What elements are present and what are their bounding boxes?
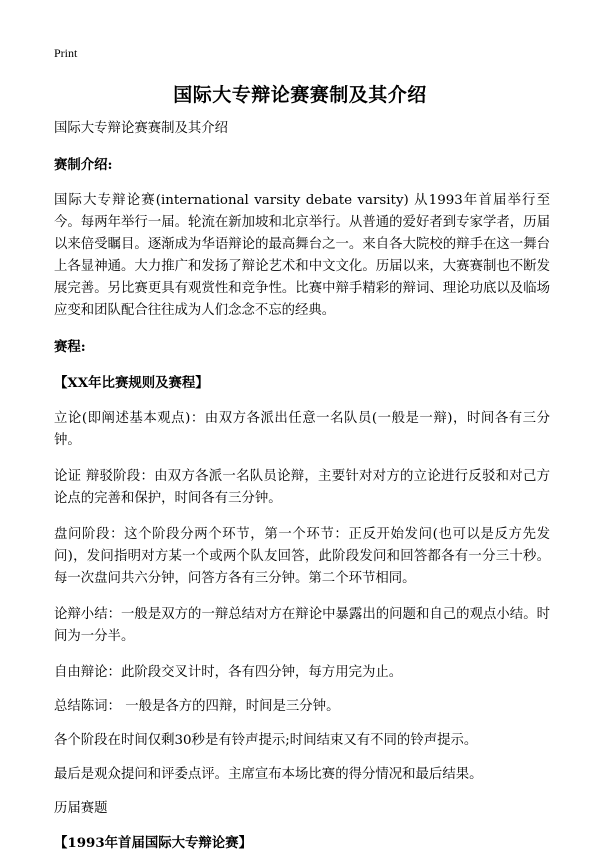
page-title: 国际大专辩论赛赛制及其介绍 <box>173 84 427 106</box>
rules-heading: 【XX年比赛规则及赛程】 <box>54 375 209 391</box>
section-heading-schedule: 赛程: <box>54 339 86 355</box>
rule-item-summary: 论辩小结：一般是双方的一辩总结对方在辩论中暴露出的问题和自己的观点小结。时间为一分半。 <box>54 607 550 644</box>
rule-item-free-debate: 自由辩论：此阶段交叉计时，各有四分钟，每方用完为止。 <box>54 665 403 680</box>
document-subtitle: 国际大专辩论赛赛制及其介绍 <box>54 121 229 136</box>
history-label: 历届赛题 <box>54 801 108 816</box>
rule-item-bell: 各个阶段在时间仅剩30秒是有铃声提示;时间结束又有不同的铃声提示。 <box>54 733 478 748</box>
rule-item-cross-examination: 盘问阶段：这个阶段分两个环节，第一个环节：正反开始发问(也可以是反方先发问)，发问指明对方某一个或两个队友回答，此阶段发问和回答都各有一分三十秒。每一次盘问共六分钟，问答方各有三分钟。第二个环节相同。 <box>54 527 550 586</box>
intro-paragraph: 国际大专辩论赛(international varsity debate varsity) 从1993年首届举行至今。每两年举行一届。轮流在新加坡和北京举行。从普通的爱好者到专家学者，历届以来倍受瞩目。逐渐成为华语辩论的最高舞台之一。来自各大院校的辩手在这一舞台上各显神通。大力推广和发扬了辩论艺术和中文文化。历届以来，大赛赛制也不断发展完善。另比赛更具有观赏性和竞争性。比赛中辩手精彩的辩词、理论功底以及临场应变和团队配合往往成为人们念念不忘的经典。 <box>54 193 550 318</box>
history-first-heading: 【1993年首届国际大专辩论赛】 <box>54 835 252 851</box>
rule-item-rebuttal: 论证 辩驳阶段：由双方各派一名队员论辩，主要针对对方的立论进行反驳和对己方论点的完善和保护，时间各有三分钟。 <box>54 469 550 506</box>
document-body <box>54 118 550 868</box>
rule-item-final: 最后是观众提问和评委点评。主席宣布本场比赛的得分情况和最后结果。 <box>54 767 483 782</box>
section-heading-intro: 赛制介绍: <box>54 157 113 173</box>
rule-item-opening: 立论(即阐述基本观点)：由双方各派出任意一名队员(一般是一辩)，时间各有三分钟。 <box>54 411 550 448</box>
rule-item-closing: 总结陈词： 一般是各方的四辩，时间是三分钟。 <box>54 699 340 714</box>
print-link[interactable]: Print <box>54 46 78 60</box>
